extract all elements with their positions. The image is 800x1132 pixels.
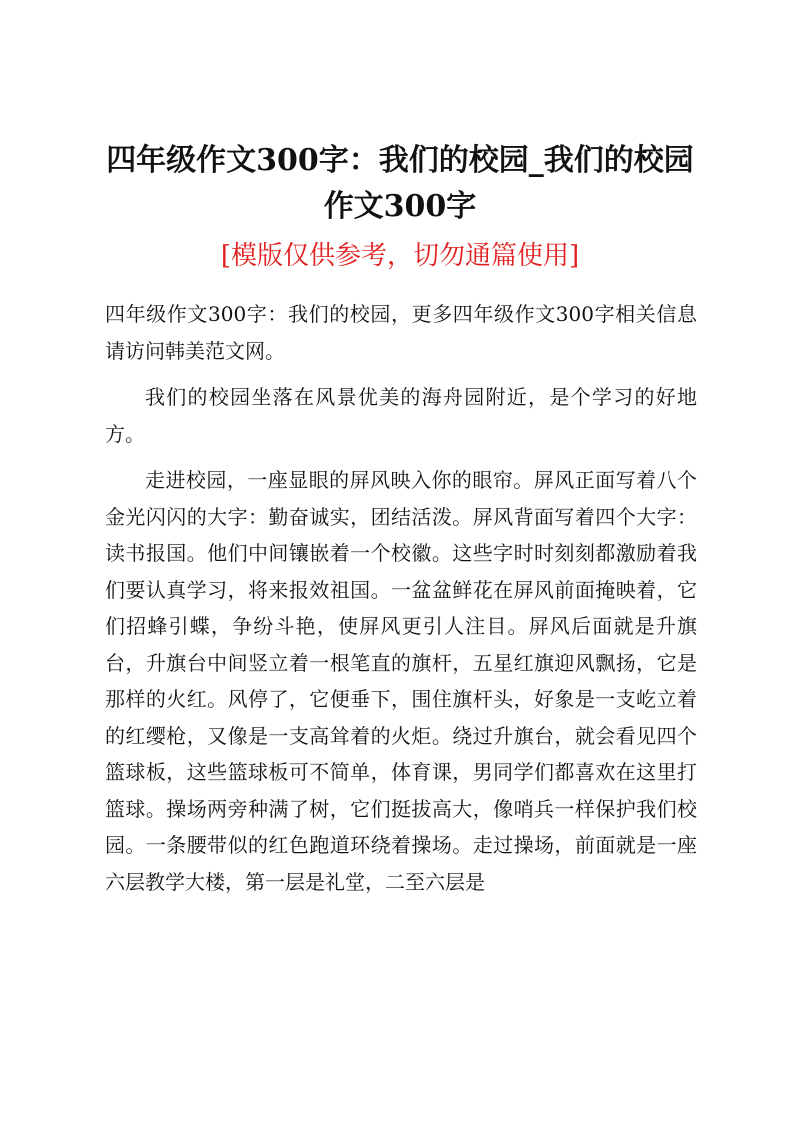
document-title: 四年级作文300字：我们的校园_我们的校园作文300字 <box>106 143 694 224</box>
template-notice: [模版仅供参考，切勿通篇使用] <box>220 241 580 271</box>
intro-paragraph: 四年级作文300字：我们的校园，更多四年级作文300字相关信息请访问韩美范文网。 <box>105 302 697 363</box>
body-paragraph: 我们的校园坐落在风景优美的海舟园附近，是个学习的好地方。 <box>105 385 697 446</box>
document-body <box>105 296 697 910</box>
body-paragraph: 走进校园，一座显眼的屏风映入你的眼帘。屏风正面写着八个金光闪闪的大字：勤奋诚实，团结活泼。屏风背面写着四个大字：读书报国。他们中间镶嵌着一个校徽。这些字时时刻刻都激励着我们要认真学习，将来报效祖国。一盆盆鲜花在屏风前面掩映着，它们招蜂引蝶，争纷斗艳，使屏风更引人注目。屏风后面就是升旗台，升旗台中间竖立着一根笔直的旗杆，五星红旗迎风飘扬，它是那样的火红。风停了，它便垂下，围住旗杆头，好象是一支屹立着的红缨枪，又像是一支高耸着的火炬。绕过升旗台，就会看见四个篮球板，这些篮球板可不简单，体育课，男同学们都喜欢在这里打篮球。操场两旁种满了树，它们挺拔高大，像哨兵一样保护我们校园。一条腰带似的红色跑道环绕着操场。走过操场，前面就是一座六层教学大楼，第一层是礼堂，二至六层是 <box>105 468 697 894</box>
